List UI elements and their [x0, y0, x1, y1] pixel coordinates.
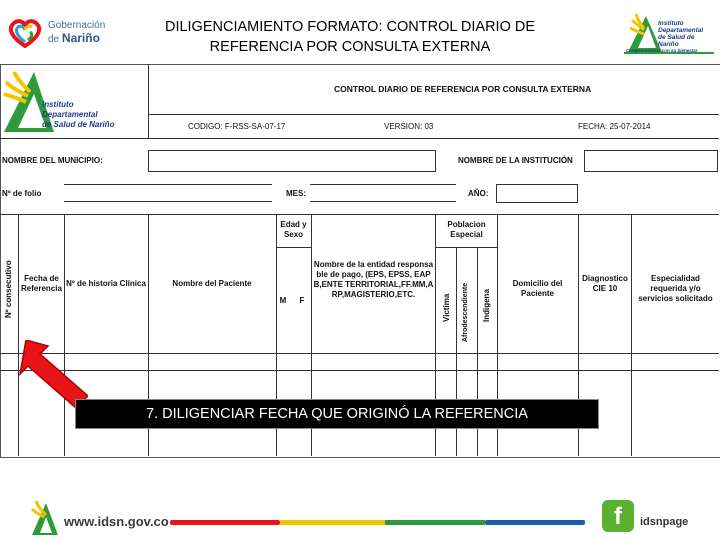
anio-field[interactable] [496, 184, 578, 203]
footer-wheat-icon [30, 497, 60, 537]
municipio-field[interactable] [148, 150, 436, 172]
col-diagnostico: Diagnostico CIE 10 [582, 274, 628, 293]
col-especialidad: Especialidad requerida y/o servicios solicitado [638, 274, 713, 303]
form-date: FECHA: 25-07-2014 [578, 122, 651, 131]
red-arrow-icon [18, 340, 88, 408]
form-idsn-logo [2, 66, 146, 136]
col-sexo-m: M [279, 296, 287, 305]
municipio-label: NOMBRE DEL MUNICIPIO: [2, 156, 103, 165]
folio-field[interactable] [64, 201, 272, 202]
institucion-field[interactable] [584, 150, 718, 172]
col-historia-clinica: Nº de historia Clínica [66, 279, 146, 288]
col-poblacion-especial: Poblacion Especial [447, 220, 486, 239]
mes-field[interactable] [310, 201, 456, 202]
footer-website-link[interactable]: www.idsn.gov.co [64, 514, 169, 529]
facebook-icon[interactable]: f [602, 500, 634, 532]
facebook-handle[interactable]: idsnpage [640, 516, 689, 528]
idsn-logo-tagline: Comprometidos con su bienestar [626, 48, 698, 53]
col-sexo-f: F [299, 296, 305, 305]
page-title: DILIGENCIAMIENTO FORMATO: CONTROL DIARIO DE REFERENCIA POR CONSULTA EXTERNA [164, 19, 536, 55]
form-version: VERSION: 03 [384, 122, 434, 131]
col-domicilio: Domicilio del Paciente [512, 279, 563, 298]
form-code: CODIGO: F-RSS-SA-07-17 [188, 122, 286, 131]
folio-label: Nº de folio [2, 189, 42, 198]
col-edad-sexo: Edad y Sexo [280, 220, 307, 239]
idsn-logo [622, 8, 716, 58]
instruction-banner: 7. DILIGENCIAR FECHA QUE ORIGINÓ LA REFERENCIA [75, 399, 599, 429]
col-fecha-referencia: Fecha de Referencia [21, 274, 62, 293]
col-nombre-paciente: Nombre del Paciente [172, 279, 252, 288]
footer-color-bar [170, 520, 585, 525]
folio-field-top [64, 184, 272, 185]
gobernacion-logo [8, 14, 118, 54]
form-logo-text: Instituto Departamental de Salud de Nariño [42, 100, 115, 129]
col-indigena: Indigena [482, 289, 491, 322]
form-title: CONTROL DIARIO DE REFERENCIA POR CONSULTA EXTERNA [334, 84, 592, 94]
idsn-logo-text: Instituto Departamental de Salud de Nariño [658, 20, 704, 48]
gobernacion-logo-text: Gobernación de Nariño [48, 20, 106, 45]
col-entidad: Nombre de la entidad responsable de pago, (EPS, EPSS, EAPB,ENTE TERRITORIAL,FF.MM,ARP,MAGISTERIO,ETC. [313, 260, 434, 299]
heart-logo-icon [8, 18, 42, 48]
col-afrodescendiente: Afrodescendiente [462, 282, 469, 342]
col-victima: Victima [442, 293, 451, 322]
mes-field-top [310, 184, 456, 185]
anio-label: AÑO: [468, 189, 489, 198]
institucion-label: NOMBRE DE LA INSTITUCIÓN [458, 156, 573, 165]
col-consecutivo: Nº consecutivo [4, 260, 13, 318]
mes-label: MES: [286, 189, 306, 198]
